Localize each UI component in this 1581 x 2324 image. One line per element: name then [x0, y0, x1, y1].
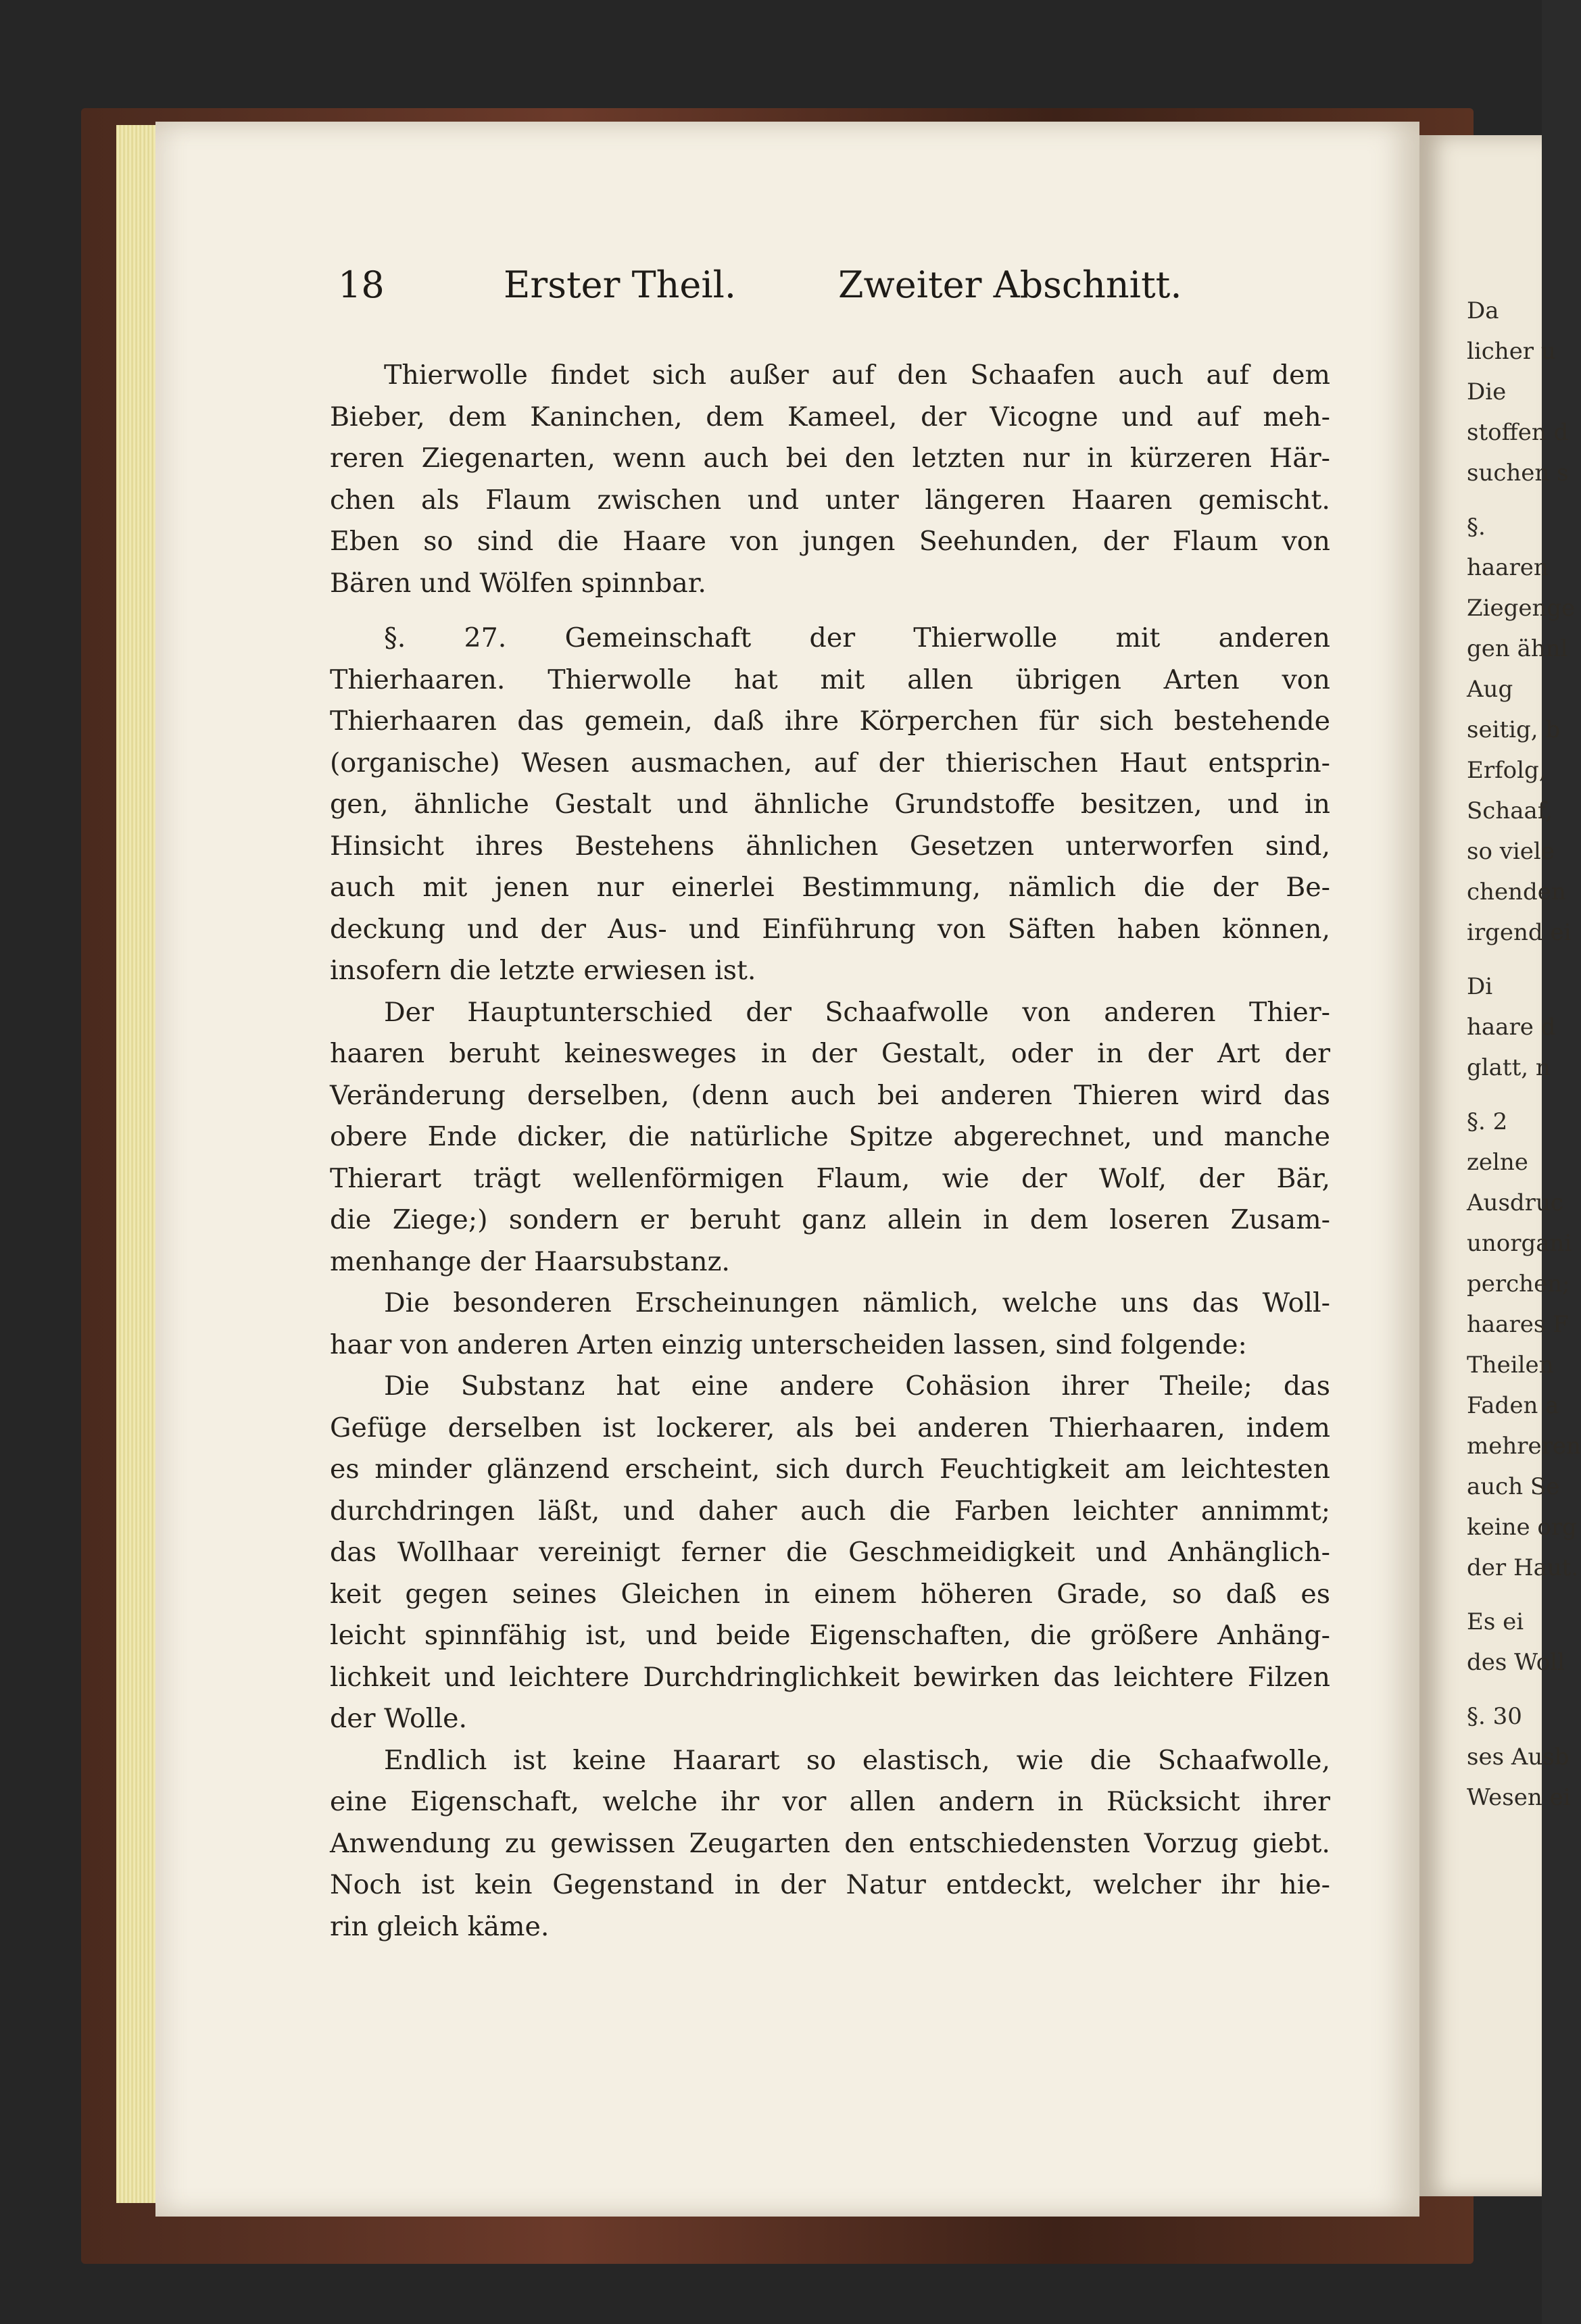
running-head-section: Zweiter Abschnitt. — [838, 264, 1182, 306]
text-line: insofern die letzte erwiesen ist. — [330, 955, 756, 986]
text-line: reren Ziegenarten, wenn auch bei den letzten nur in kürzeren Här- — [330, 443, 1330, 474]
running-head-part: Erster Theil. — [504, 264, 737, 306]
text-line: leicht spinnfähig ist, und beide Eigenschaften, die größere Anhäng- — [330, 1620, 1330, 1651]
text-line: haaren beruht keinesweges in der Gestalt, oder in der Art der — [330, 1038, 1330, 1069]
text-line: Gefüge derselben ist lockerer, als bei anderen Thierhaaren, indem — [330, 1412, 1330, 1443]
text-line: Anwendung zu gewissen Zeugarten den entschiedensten Vorzug giebt. — [330, 1827, 1330, 1859]
text-line: eine Eigenschaft, welche ihr vor allen andern in Rücksicht ihrer — [330, 1786, 1330, 1817]
adjacent-page-fragment: unorgani — [1467, 1230, 1572, 1257]
adjacent-page-edge — [1419, 135, 1581, 2196]
adjacent-page-fragment: glatt, n — [1467, 1054, 1551, 1081]
text-line: chen als Flaum zwischen und unter längeren Haaren gemischt. — [330, 484, 1330, 516]
adjacent-page-fragment: Theilen — [1467, 1352, 1554, 1379]
text-line: Endlich ist keine Haarart so elastisch, wie die Schaafwolle, — [384, 1744, 1330, 1776]
text-line: Eben so sind die Haare von jungen Seehunden, der Flaum von — [330, 526, 1330, 557]
adjacent-page-fragment: §. — [1467, 514, 1486, 541]
adjacent-page-fragment: chenden — [1467, 879, 1566, 906]
text-line: Der Hauptunterschied der Schaafwolle von anderen Thier- — [384, 996, 1330, 1028]
adjacent-page-fragment: der Haut. — [1467, 1554, 1579, 1581]
adjacent-page-fragment: mehreren — [1467, 1433, 1581, 1460]
adjacent-page-fragment: Erfolg, — [1467, 757, 1547, 784]
adjacent-page-fragment: haares F — [1467, 1311, 1569, 1338]
page-number: 18 — [338, 264, 385, 306]
text-line: Thierhaaren das gemein, daß ihre Körperchen für sich bestehende — [330, 706, 1330, 737]
adjacent-page-fragment: §. 30 — [1467, 1703, 1522, 1730]
adjacent-page-fragment: stoffen d — [1467, 419, 1569, 446]
text-line: menhange der Haarsubstanz. — [330, 1245, 730, 1277]
adjacent-page-fragment: perchen; — [1467, 1270, 1570, 1297]
text-line: Die Substanz hat eine andere Cohäsion ihrer Theile; das — [384, 1370, 1330, 1402]
adjacent-page-fragment: auch Se — [1467, 1473, 1560, 1500]
adjacent-page-fragment: haaren — [1467, 554, 1549, 581]
adjacent-page-fragment: Aug — [1467, 676, 1513, 703]
adjacent-page-fragment: irgend ei — [1467, 919, 1572, 946]
adjacent-page-fragment: haare d — [1467, 1014, 1556, 1041]
adjacent-page-fragment: §. 2 — [1467, 1108, 1508, 1135]
adjacent-page-fragment: so viele — [1467, 838, 1555, 865]
text-line: Thierhaaren. Thierwolle hat mit allen übrigen Arten von — [330, 664, 1330, 695]
adjacent-page-fragment: seitig, b — [1467, 716, 1561, 743]
adjacent-page-fragment: Schaaf, — [1467, 797, 1553, 824]
adjacent-page-fragment: Ausdruc — [1467, 1189, 1563, 1216]
text-line: (organische) Wesen ausmachen, auf der thierischen Haut entsprin- — [330, 747, 1330, 778]
text-line: es minder glänzend erscheint, sich durch Feuchtigkeit am leichtesten — [330, 1454, 1330, 1485]
text-line: Thierwolle findet sich außer auf den Schaafen auch auf dem — [384, 360, 1330, 391]
text-line: rin gleich käme. — [330, 1910, 550, 1942]
adjacent-page-fragment: Da — [1467, 297, 1499, 324]
adjacent-page-fragment: Die — [1467, 378, 1507, 405]
text-line: Thierart trägt wellenförmigen Flaum, wie der Wolf, der Bär, — [330, 1162, 1330, 1194]
adjacent-page-fragment: Ziegenge — [1467, 595, 1576, 622]
adjacent-page-fragment: Wesen ei — [1467, 1784, 1571, 1811]
text-line: lichkeit und leichtere Durchdringlichkeit bewirken das leichtere Filzen — [330, 1661, 1330, 1693]
text-line: auch mit jenen nur einerlei Bestimmung, nämlich die der Be- — [330, 872, 1330, 903]
adjacent-page-fragment: ses Ausb — [1467, 1744, 1570, 1771]
text-line: haar von anderen Arten einzig unterscheiden lassen, sind folgende: — [330, 1329, 1247, 1360]
body-text — [330, 355, 1330, 1948]
text-line: Bären und Wölfen spinnbar. — [330, 567, 706, 599]
adjacent-page-fragment: des Woll — [1467, 1649, 1565, 1676]
adjacent-page-fragment: Di — [1467, 973, 1493, 1000]
text-line: keit gegen seines Gleichen in einem höheren Grade, so daß es — [330, 1578, 1330, 1610]
adjacent-page-fragment: zelne — [1467, 1149, 1528, 1176]
text-line: gen, ähnliche Gestalt und ähnliche Grundstoffe besitzen, und in — [330, 789, 1330, 820]
text-line: durchdringen läßt, und daher auch die Farben leichter annimmt; — [330, 1495, 1330, 1527]
adjacent-page-fragment: Faden a — [1467, 1392, 1559, 1419]
text-line: Noch ist kein Gegenstand in der Natur entdeckt, welcher ihr hie- — [330, 1869, 1330, 1900]
adjacent-page-fragment: gen ähnl — [1467, 635, 1568, 662]
text-line: Die besonderen Erscheinungen nämlich, welche uns das Woll- — [384, 1287, 1330, 1318]
text-line: Hinsicht ihres Bestehens ähnlichen Gesetzen unterworfen sind, — [330, 830, 1330, 862]
text-line: Bieber, dem Kaninchen, dem Kameel, der Vicogne und auf meh- — [330, 401, 1330, 432]
adjacent-page-fragment: Es ei — [1467, 1608, 1524, 1635]
running-head — [338, 264, 1183, 318]
text-line: die Ziege;) sondern er beruht ganz allein in dem loseren Zusam- — [330, 1204, 1330, 1235]
text-line: der Wolle. — [330, 1703, 467, 1734]
text-line: obere Ende dicker, die natürliche Spitze abgerechnet, und manche — [330, 1121, 1330, 1152]
text-line: Veränderung derselben, (denn auch bei anderen Thieren wird das — [330, 1079, 1330, 1111]
text-line: deckung und der Aus- und Einführung von Säften haben können, — [330, 913, 1330, 945]
adjacent-page-fragment: keine org — [1467, 1514, 1577, 1541]
text-line: das Wollhaar vereinigt ferner die Geschmeidigkeit und Anhänglich- — [330, 1537, 1330, 1568]
text-line: §. 27. Gemeinschaft der Thierwolle mit anderen — [384, 622, 1330, 653]
adjacent-page-fragment: suchen s — [1467, 460, 1569, 487]
adjacent-page-fragment: licher u — [1467, 338, 1556, 365]
